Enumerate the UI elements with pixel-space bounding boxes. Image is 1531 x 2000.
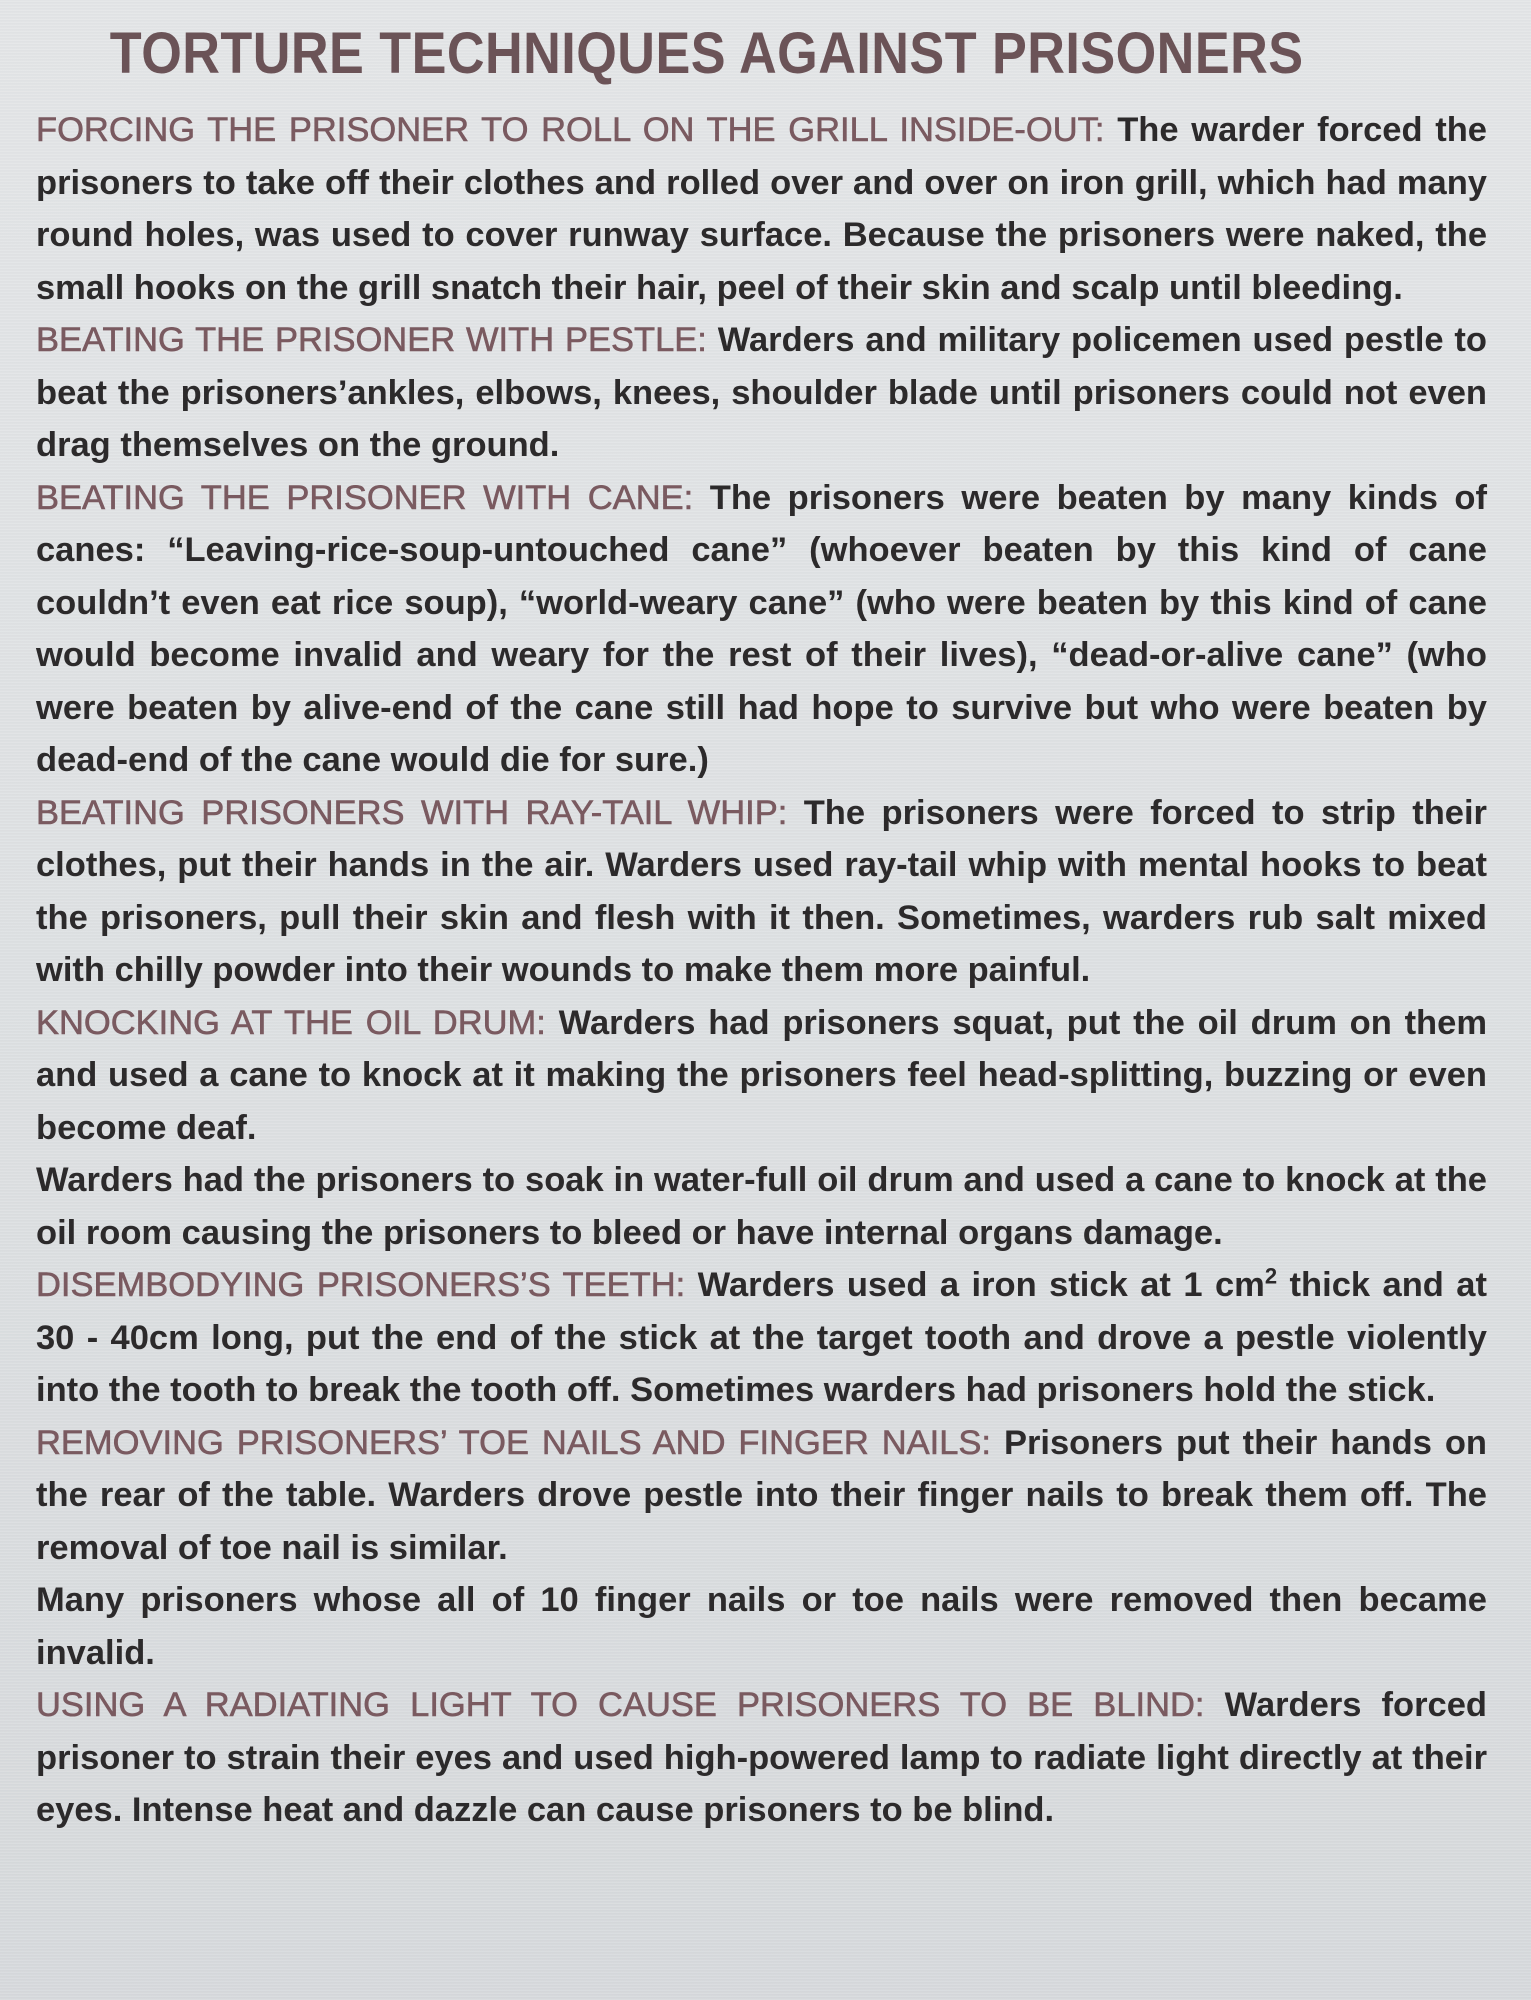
section-nails [36,1417,1487,1680]
section-heading: KNOCKING AT THE OIL DRUM: [36,1003,546,1042]
section-body: The warder forced the prisoners to take off their clothes and rolled over and over on iron grill, which had many round holes, was used to cover runway surface. Because the prisoners were naked, the small hooks on the grill snatch their hair, peel of their skin and scalp until bleeding. [36,111,1487,307]
section-body: The prisoners were beaten by many kinds of canes: “Leaving-rice-soup-untouched cane” (whoever beaten by this kind of cane couldn’t even eat rice soup), “world-weary cane” (who were beaten by this kind of cane would become invalid and weary for the rest of their lives), “dead-or-alive cane” (who were beaten by alive-end of the cane still had hope to survive but who were beaten by dead-end of the cane would die for sure.) [36,478,1487,779]
section-pestle [36,314,1487,472]
section-teeth [36,1259,1487,1417]
section-heading: FORCING THE PRISONER TO ROLL ON THE GRILL INSIDE-OUT: [36,111,1105,149]
section-heading: REMOVING PRISONERS’ TOE NAILS AND FINGER NAILS: [36,1423,991,1462]
section-grill [36,104,1487,314]
section-radiating-light [36,1679,1487,1837]
section-oil-drum [36,997,1487,1260]
section-body: Warders and military policemen used pestle to beat the prisoners’ankles, elbows, knees, shoulder blade until prisoners could not even drag themselves on the ground. [36,321,1487,464]
page-title: TORTURE TECHNIQUES AGAINST PRISONERS [109,21,1304,86]
section-ray-tail-whip [36,787,1487,997]
section-extra-paragraph: Warders had the prisoners to soak in water-full oil drum and used a cane to knock at the oil room causing the prisoners to bleed or have internal organs damage. [36,1161,1487,1252]
section-heading: USING A RADIATING LIGHT TO CAUSE PRISONERS TO BE BLIND: [36,1686,1205,1724]
section-body-continued: thick and at 30 - 40cm long, put the end of the stick at the target tooth and drove a pestle violently into the tooth to break the tooth off. Sometimes warders had prisoners hold the stick. [36,1266,1487,1409]
section-heading: BEATING PRISONERS WITH RAY-TAIL WHIP: [36,793,788,832]
section-extra-paragraph: Many prisoners whose all of 10 finger nails or toe nails were removed then became invalid. [36,1581,1487,1672]
section-heading: BEATING THE PRISONER WITH CANE: [36,478,694,517]
section-body: The prisoners were forced to strip their clothes, put their hands in the air. Warders used ray-tail whip with mental hooks to beat the prisoners, pull their skin and flesh with it then. Sometimes, warders rub salt mixed with chilly powder into their wounds to make them more painful. [36,793,1487,989]
superscript: 2 [1264,1263,1278,1289]
section-body: Prisoners put their hands on the rear of the table. Warders drove pestle into their finger nails to break them off. The removal of toe nail is similar. [36,1423,1487,1567]
section-body: Warders had prisoners squat, put the oil drum on them and used a cane to knock at it making the prisoners feel head-splitting, buzzing or even become deaf. [36,1003,1487,1147]
section-heading: BEATING THE PRISONER WITH PESTLE: [36,321,707,359]
section-cane [36,472,1487,787]
section-body: Warders forced prisoner to strain their eyes and used high-powered lamp to radiate light directly at their eyes. Intense heat and dazzle can cause prisoners to be blind. [36,1686,1487,1829]
section-heading: DISEMBODYING PRISONERS’S TEETH: [36,1266,686,1304]
section-body: Warders used a iron stick at 1 cm [697,1266,1265,1304]
